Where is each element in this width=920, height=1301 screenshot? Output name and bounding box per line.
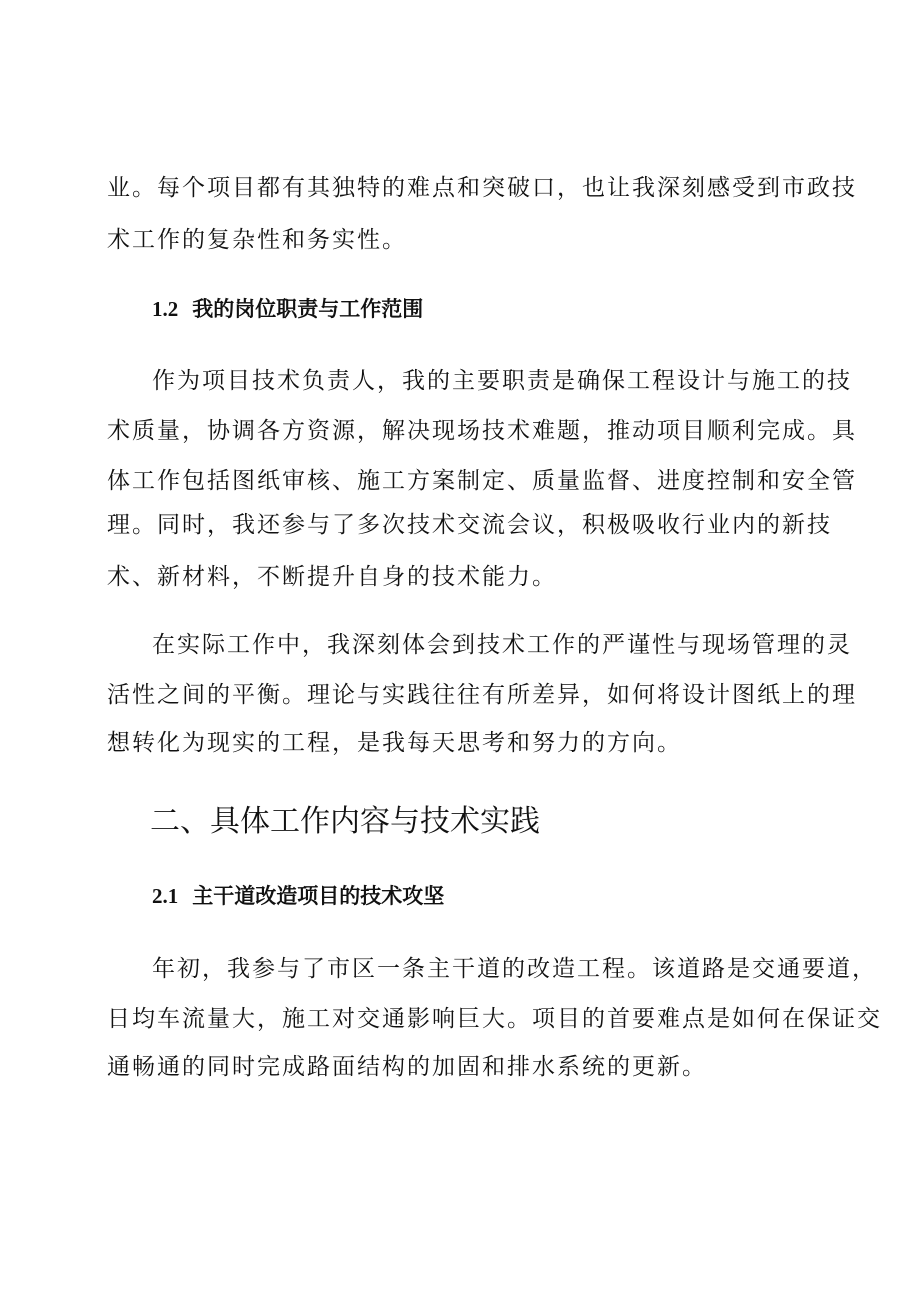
paragraph-line: 年初，我参与了市区一条主干道的改造工程。该道路是交通要道， [152,956,877,982]
intro-line: 术工作的复杂性和务实性。 [107,227,407,253]
section-heading-1-2 [152,295,423,323]
section-title: 主干道改造项目的技术攻坚 [192,884,445,908]
paragraph-line: 想转化为现实的工程，是我每天思考和努力的方向。 [107,730,682,756]
intro-line: 业。每个项目都有其独特的难点和突破口，也让我深刻感受到市政技 [107,175,857,201]
paragraph-line: 术、新材料，不断提升自身的技术能力。 [107,564,557,590]
paragraph-line: 通畅通的同时完成路面结构的加固和排水系统的更新。 [107,1054,707,1080]
paragraph-line: 术质量，协调各方资源，解决现场技术难题，推动项目顺利完成。具 [107,418,857,444]
section-title: 我的岗位职责与工作范围 [192,297,424,321]
section-number: 1.2 [152,297,179,321]
paragraph-line: 日均车流量大，施工对交通影响巨大。项目的首要难点是如何在保证交 [107,1006,882,1032]
paragraph-line: 体工作包括图纸审核、施工方案制定、质量监督、进度控制和安全管 [107,468,857,494]
paragraph-line: 作为项目技术负责人，我的主要职责是确保工程设计与施工的技 [152,368,852,394]
paragraph-line: 活性之间的平衡。理论与实践往往有所差异，如何将设计图纸上的理 [107,682,857,708]
chapter-heading-2: 二、具体工作内容与技术实践 [150,804,540,839]
section-heading-2-1 [152,882,444,910]
paragraph-line: 在实际工作中，我深刻体会到技术工作的严谨性与现场管理的灵 [152,632,852,658]
paragraph-line: 理。同时，我还参与了多次技术交流会议，积极吸收行业内的新技 [107,512,832,538]
section-number: 2.1 [152,884,179,908]
